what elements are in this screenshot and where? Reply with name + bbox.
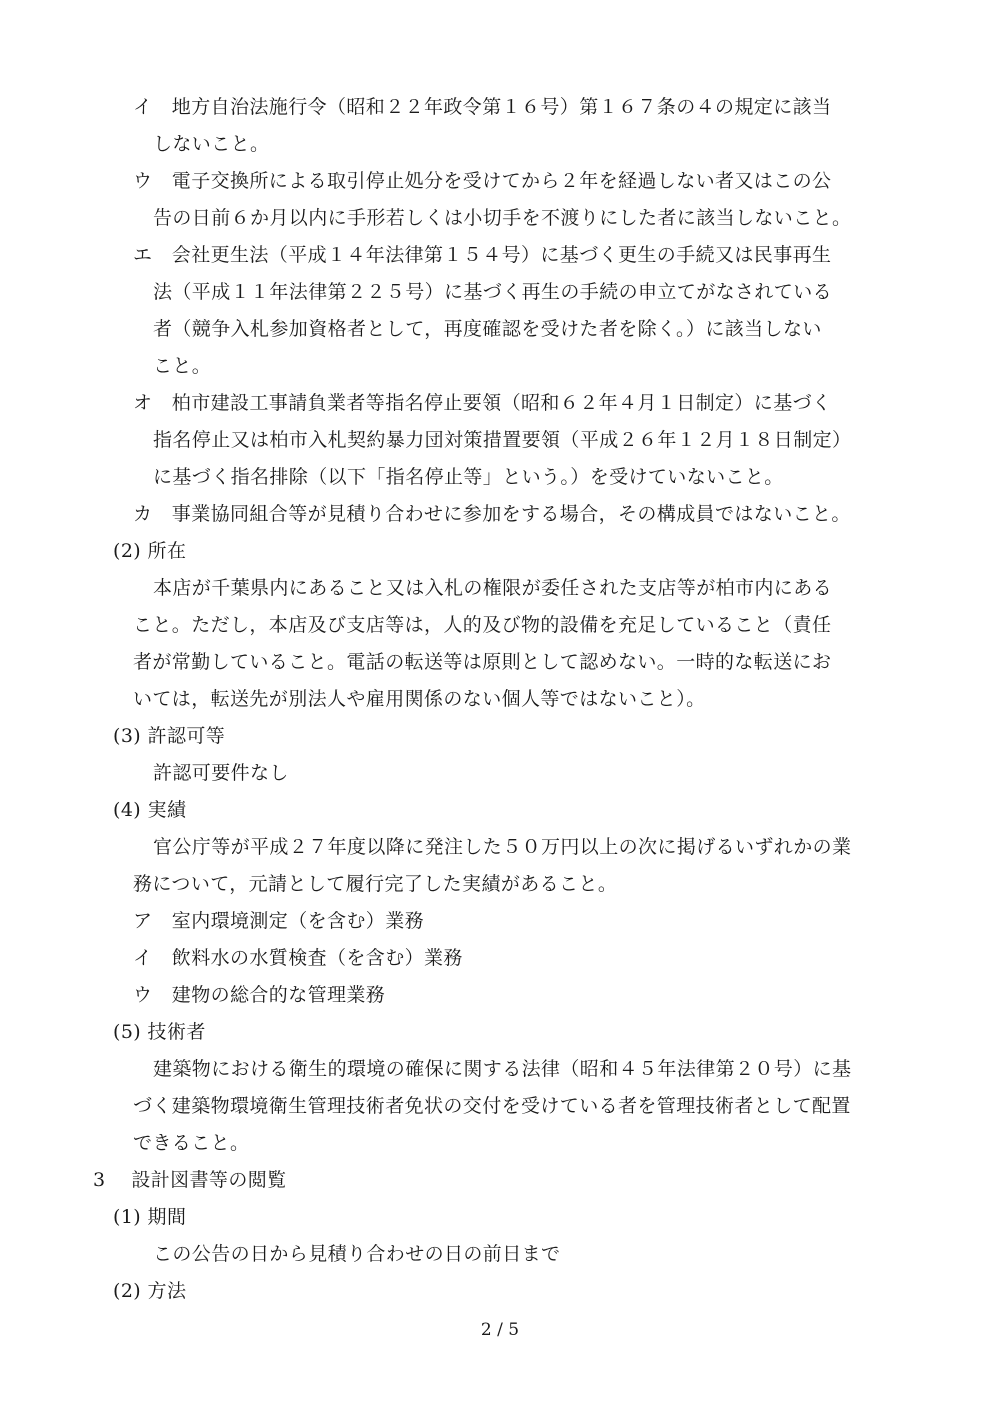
permits-line-1: 許認可要件なし [153,762,289,784]
method-heading: (2) 方法 [113,1280,187,1302]
item-i-line-1: イ 地方自治法施行令（昭和２２年政令第１６号）第１６７条の４の規定に該当 [133,96,832,118]
record-line-1: 官公庁等が平成２７年度以降に発注した５０万円以上の次に掲げるいずれかの業 [153,836,852,858]
record-line-2: 務について，元請として履行完了した実績があること。 [133,873,618,895]
section-3-heading: (3) 許認可等 [113,725,226,747]
record-item-u: ウ 建物の総合的な管理業務 [133,984,386,1006]
engineer-line-2: づく建築物環境衛生管理技術者免状の交付を受けている者を管理技術者として配置 [133,1095,851,1117]
page-number: 2 / 5 [480,1320,520,1340]
record-item-a: ア 室内環境測定（を含む）業務 [133,910,425,932]
item-e-line-4: こと。 [153,355,212,377]
period-heading: (1) 期間 [113,1206,187,1228]
item-e-line-2: 法（平成１１年法律第２２５号）に基づく再生の手続の申立てがなされている [153,281,833,303]
location-line-4: いては，転送先が別法人や雇用関係のない個人等ではないこと）。 [133,688,706,710]
section-4-heading: (4) 実績 [113,799,187,821]
section-2-heading: (2) 所在 [113,540,187,562]
item-i-line-2: しないこと。 [153,133,270,155]
location-line-2: こと。ただし，本店及び支店等は，人的及び物的設備を充足していること（責任 [133,614,832,636]
section-5-heading: (5) 技術者 [113,1021,206,1043]
item-e-line-3: 者（競争入札参加資格者として，再度確認を受けた者を除く。）に該当しない [153,318,822,340]
location-line-3: 者が常勤していること。電話の転送等は原則として認めない。一時的な転送にお [133,651,832,673]
location-line-1: 本店が千葉県内にあること又は入札の権限が委任された支店等が柏市内にある [153,577,833,599]
engineer-line-3: できること。 [133,1132,250,1154]
item-u-line-1: ウ 電子交換所による取引停止処分を受けてから２年を経過しない者又はこの公 [133,170,832,192]
record-item-i: イ 飲料水の水質検査（を含む）業務 [133,947,463,969]
item-u-line-2: 告の日前６か月以内に手形若しくは小切手を不渡りにした者に該当しないこと。 [153,207,852,229]
item-e-line-1: エ 会社更生法（平成１４年法律第１５４号）に基づく更生の手続又は民事再生 [133,244,832,266]
period-line-1: この公告の日から見積り合わせの日の前日まで [153,1243,561,1265]
item-o-line-3: に基づく指名排除（以下「指名停止等」という。）を受けていないこと。 [153,466,784,488]
engineer-line-1: 建築物における衛生的環境の確保に関する法律（昭和４５年法律第２０号）に基 [153,1058,852,1080]
item-o-line-1: オ 柏市建設工事請負業者等指名停止要領（昭和６２年４月１日制定）に基づく [133,392,832,414]
chapter-3-heading: 3 設計図書等の閲覧 [93,1169,287,1191]
item-ka-line-1: カ 事業協同組合等が見積り合わせに参加をする場合，その構成員ではないこと。 [133,503,851,525]
item-o-line-2: 指名停止又は柏市入札契約暴力団対策措置要領（平成２６年１２月１８日制定） [153,429,852,451]
